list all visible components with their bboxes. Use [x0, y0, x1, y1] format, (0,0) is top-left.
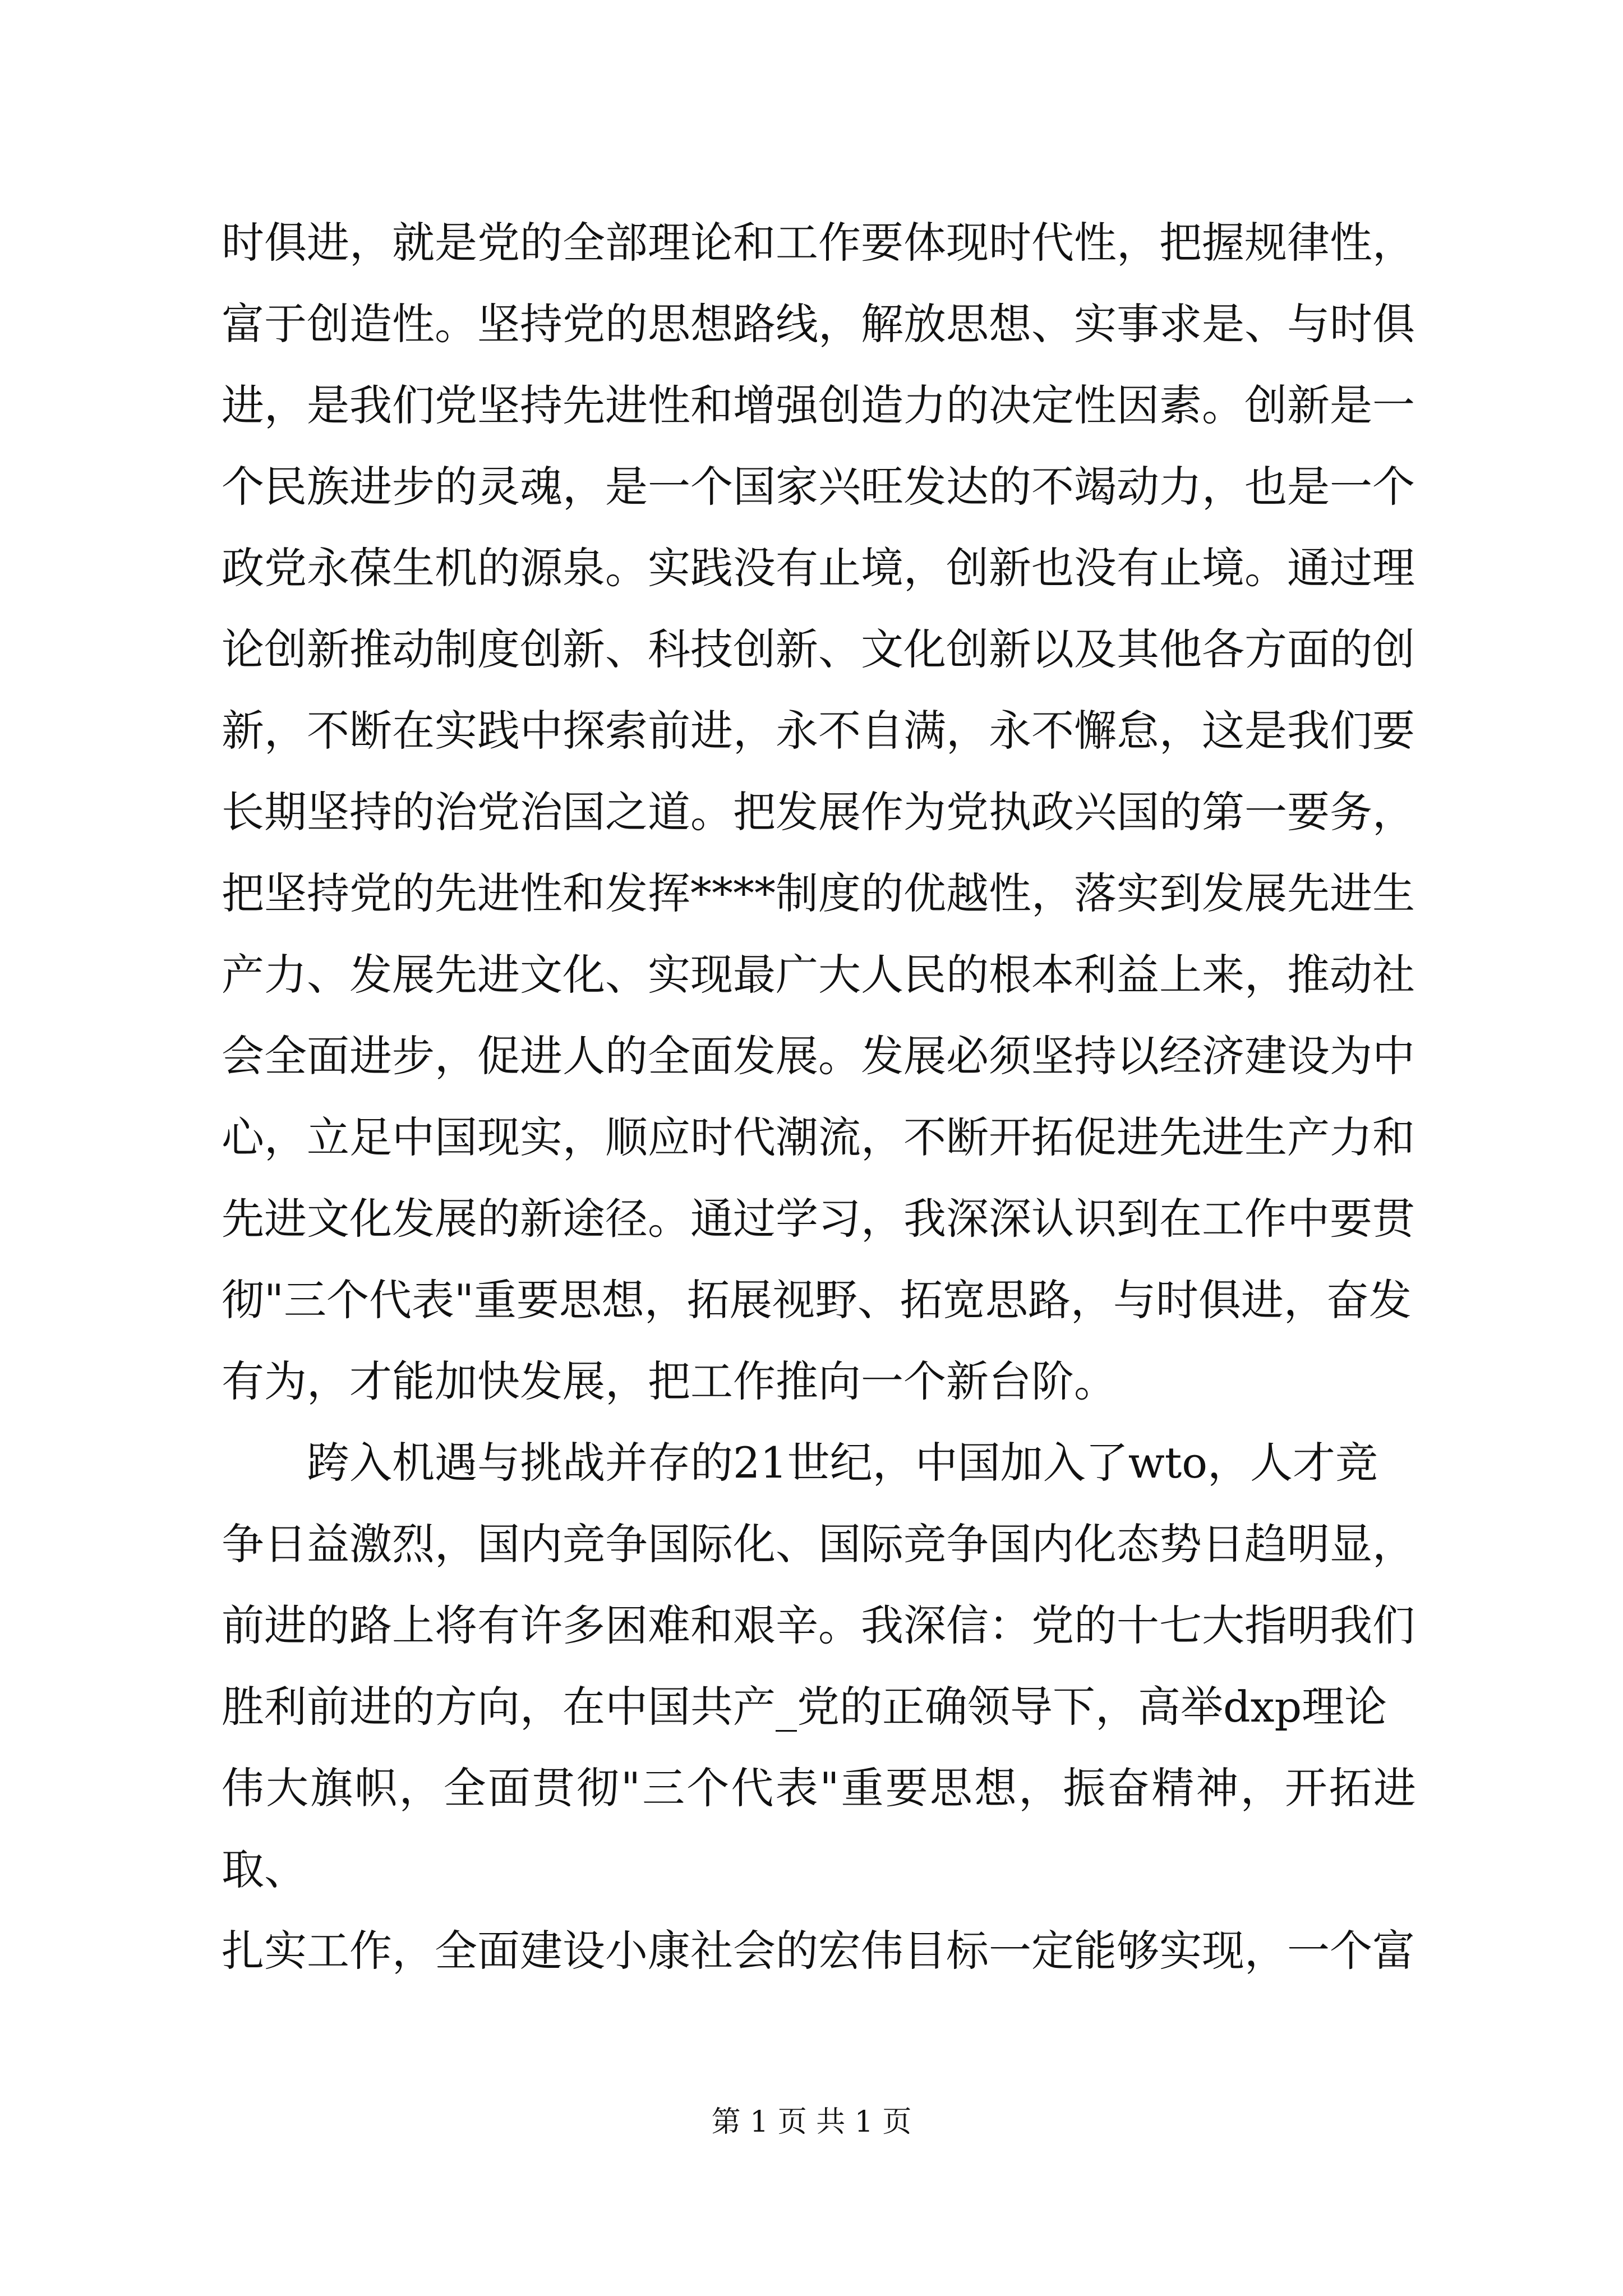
- document-body: [222, 202, 1416, 1991]
- paragraph-1: 时俱进，就是党的全部理论和工作要体现时代性，把握规律性， 富于创造性。坚持党的思想路线，解放思想、实事求是、与时俱 进，是我们党坚持先进性和增强创造力的决定性因素。创新是一 个民族进步的灵魂，是一个国家兴旺发达的不竭动力，也是一个 政党永葆生机的源泉。实践没有止境，创新也没有止境。通过理 论创新推动制度创新、科技创新、文化创新以及其他各方面的创 新，不断在实践中探索前进，永不自满，永不懈怠，这是我们要 长期坚持的治党治国之道。把发展作为党执政兴国的第一要务， 把坚持党的先进性和发挥****制度的优越性，落实到发展先进生 产力、发展先进文化、实现最广大人民的根本利益上来，推动社 会全面进步，促进人的全面发展。发展必须坚持以经济建设为中 心，立足中国现实，顺应时代潮流，不断开拓促进先进生产力和 先进文化发展的新途径。通过学习，我深深认识到在工作中要贯 彻"三个代表"重要思想，拓展视野、拓宽思路，与时俱进，奋发 有为，才能加快发展，把工作推向一个新台阶。: [222, 218, 1415, 1406]
- paragraph-2: 跨入机遇与挑战并存的21世纪，中国加入了wto，人才竞 争日益激烈，国内竞争国际化、国际竞争国内化态势日趋明显， 前进的路上将有许多困难和艰辛。我深信：党的十七大指明我们 胜利前进的方向，在中国共产_党的正确领导下，高举dxp理论 伟大旗帜，全面贯彻"三个代表"重要思想，振奋精神，开拓进取、 扎实工作，全面建设小康社会的宏伟目标一定能够实现，一个富: [222, 1438, 1416, 1976]
- page-footer: 第 1 页 共 1 页: [711, 2105, 912, 2139]
